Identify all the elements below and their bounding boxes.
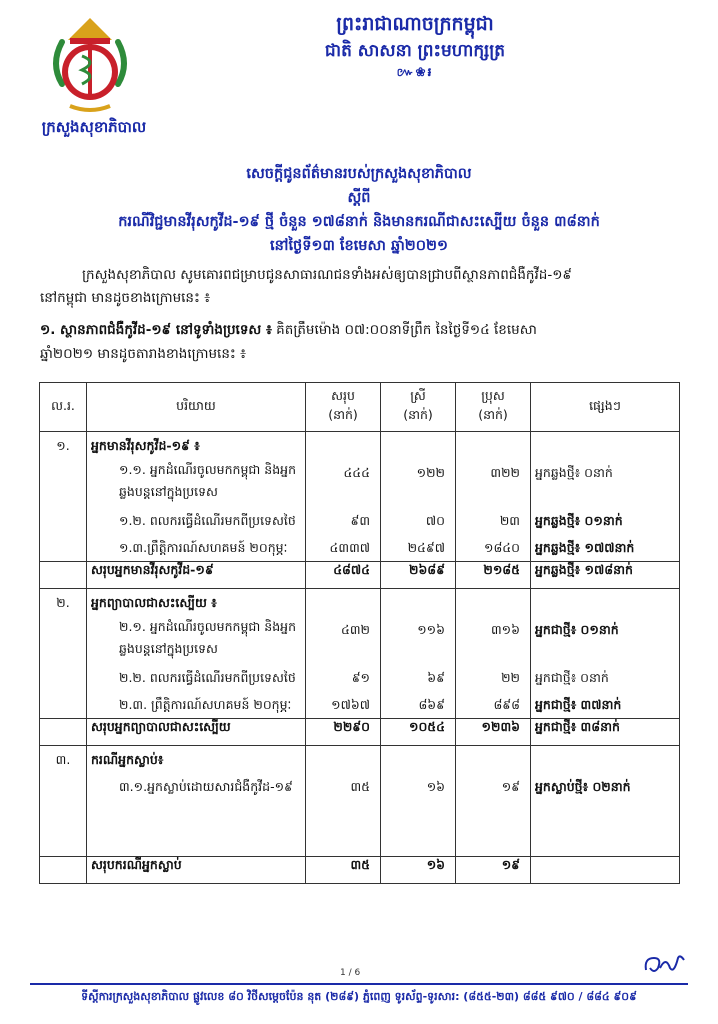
footer-address: ទីស្តីការក្រសួងសុខាភិបាល ផ្លូវលេខ ៨០ វិថីសម្តេចប៉ែន នុត (២៨៩) ភ្នំពេញ ទូរស័ព្ទ-ទូរសារ: (៨៥៥-២៣) ៨៨៥ ៩៧០ / ៨៨៤ ៩០៩ xyxy=(81,990,637,1003)
section-title: អ្នកមានវីរុសកូវីដ-១៩ ៖ xyxy=(91,438,200,453)
intro-paragraph xyxy=(40,264,688,310)
row-female: ៦៩ xyxy=(427,670,445,685)
row-description: ១.២. ពលករធ្វើដំណើរមកពីប្រទេសថៃ xyxy=(119,513,296,528)
header-description: បរិយាយ xyxy=(87,383,306,432)
male-column xyxy=(456,432,531,562)
row-total: ៤៤៤ xyxy=(343,465,370,480)
row-description: ២.១. អ្នកដំណើរចូលមកកម្ពុជា និងអ្នកឆ្លងបន្តនៅក្នុងប្រទេស xyxy=(119,619,297,656)
header-male-unit: (នាក់) xyxy=(478,407,508,422)
sum-male: ១២៣៦ xyxy=(456,719,531,746)
section-title: អ្នកព្យាបាលជាសះស្បើយ ៖ xyxy=(91,595,217,610)
section-1-paragraph xyxy=(40,318,688,366)
female-column xyxy=(381,432,456,562)
header-male-label: ប្រុស xyxy=(481,388,505,403)
sum-female: ១០៥៤ xyxy=(381,719,456,746)
sum-male: ១៩ xyxy=(456,857,531,884)
sum-label: សរុបអ្នកមានវីរុសកូវីដ-១៩ xyxy=(87,562,306,589)
table-sum-row xyxy=(40,562,680,589)
row-female: ៨៦៩ xyxy=(418,697,445,712)
row-male: ២២ xyxy=(501,670,520,685)
table-header-row xyxy=(40,383,680,432)
section-number: ២. xyxy=(40,589,87,719)
section-number: ៣. xyxy=(40,746,87,857)
row-female: ១៦ xyxy=(426,779,445,794)
other-column xyxy=(531,746,680,857)
male-column xyxy=(456,746,531,857)
header-female-label: ស្រី xyxy=(410,388,426,403)
header-no: ល.រ. xyxy=(40,383,87,432)
kingdom-header xyxy=(220,10,610,80)
row-total: ៤៣២ xyxy=(341,622,370,637)
row-other: អ្នកស្លាប់ថ្មី៖ ០២នាក់ xyxy=(535,779,631,794)
row-total: ១៧៦៧ xyxy=(331,697,370,712)
sum-other: អ្នកជាថ្មី៖ ៣៨នាក់ xyxy=(531,719,680,746)
row-description: ១.១. អ្នកដំណើរចូលមកកម្ពុជា និងអ្នកឆ្លងបន្តនៅក្នុងប្រទេស xyxy=(119,462,297,499)
other-column xyxy=(531,432,680,562)
header-total xyxy=(306,383,381,432)
header-female-unit: (នាក់) xyxy=(403,407,433,422)
table-section-row xyxy=(40,589,680,719)
section-1-heading: ១. ស្ថានភាពជំងឺកូវីដ-១៩ នៅទូទាំងប្រទេស ៖ xyxy=(40,322,272,338)
row-total: ៩១ xyxy=(351,670,370,685)
sum-total: ២២៩០ xyxy=(306,719,381,746)
row-other: អ្នកជាថ្មី៖ ៣៧នាក់ xyxy=(535,697,622,712)
sum-other xyxy=(531,857,680,884)
row-female: ១២២ xyxy=(416,465,445,480)
row-total: ៩៣ xyxy=(350,513,370,528)
row-female: ១១៦ xyxy=(417,622,445,637)
row-male: ១៨៤០ xyxy=(483,540,520,555)
row-description: ១.៣.ព្រឹត្តិការណ៍សហគមន៍ ២០កុម្ភៈ xyxy=(119,540,288,555)
female-column xyxy=(381,589,456,719)
row-female: ៧០ xyxy=(425,513,445,528)
row-female: ២៤៩៧ xyxy=(407,540,445,555)
row-other: អ្នកជាថ្មី៖ ០១នាក់ xyxy=(535,622,619,637)
header-other: ផ្សេងៗ xyxy=(531,383,680,432)
total-column xyxy=(306,432,381,562)
row-male: ៣២២ xyxy=(490,465,520,480)
row-total: ៣៥ xyxy=(350,779,370,794)
table-sum-row xyxy=(40,857,680,884)
row-male: ២៣ xyxy=(499,513,520,528)
table-sum-row xyxy=(40,719,680,746)
header-total-unit: (នាក់) xyxy=(328,407,358,422)
row-description: ២.២. ពលករធ្វើដំណើរមកពីប្រទេសថៃ xyxy=(119,670,296,685)
row-other: អ្នកជាថ្មី៖ ០នាក់ xyxy=(535,670,609,685)
section-1-text: គិតត្រឹមម៉ោង ០៧:០០នាទីព្រឹក នៃថ្ងៃទី១៤ ខែមេសា xyxy=(271,322,537,338)
ministry-name: ក្រសួងសុខាភិបាល xyxy=(41,118,147,136)
kingdom-line-2: ជាតិ សាសនា ព្រះមហាក្សត្រ xyxy=(324,41,506,61)
sum-female: ១៦ xyxy=(381,857,456,884)
section-description xyxy=(87,746,306,857)
table-section-row xyxy=(40,746,680,857)
header-total-label: សរុប xyxy=(331,388,355,403)
female-column xyxy=(381,746,456,857)
row-other: អ្នកឆ្លងថ្មី៖ ០១នាក់ xyxy=(535,513,623,528)
total-column xyxy=(306,746,381,857)
section-title: ករណីអ្នកស្លាប់៖ xyxy=(91,752,164,767)
title-line-2: ស្តីពី xyxy=(347,190,371,206)
footer-divider xyxy=(30,983,688,985)
covid-statistics-table xyxy=(39,382,680,884)
ornament: ៚❀៛ xyxy=(396,65,434,79)
header-male xyxy=(456,383,531,432)
kingdom-line-1: ព្រះរាជាណាចក្រកម្ពុជា xyxy=(336,13,494,35)
sum-label: សរុបករណីអ្នកស្លាប់ xyxy=(87,857,306,884)
section-1-line-2: ឆ្នាំ២០២១ មានដូចតារាងខាងក្រោមនេះ ៖ xyxy=(40,346,247,362)
row-other: អ្នកឆ្លងថ្មី៖ ១៧៧នាក់ xyxy=(535,540,635,555)
signature-initials xyxy=(640,950,690,978)
header-female xyxy=(381,383,456,432)
intro-line-2: នៅកម្ពុជា មានដូចខាងក្រោមនេះ ៖ xyxy=(40,290,211,306)
sum-label: សរុបអ្នកព្យាបាលជាសះស្បើយ xyxy=(87,719,306,746)
row-male: ៨៩៨ xyxy=(493,697,520,712)
section-description xyxy=(87,589,306,719)
table-section-row xyxy=(40,432,680,562)
intro-line-1: ក្រសួងសុខាភិបាល សូមគោរពជម្រាបជូនសាធារណជនទាំងអស់ឲ្យបានជ្រាបពីស្ថានភាពជំងឺកូវីដ-១៩ xyxy=(82,267,572,283)
title-line-1: សេចក្តីជូនព័ត៌មានរបស់ក្រសួងសុខាភិបាល xyxy=(246,166,472,182)
title-line-3: ករណីវិជ្ជមានវីរុសកូវីដ-១៩ ថ្មី ចំនួន ១៧៨នាក់ និងមានករណីជាសះស្បើយ ចំនួន ៣៨នាក់ xyxy=(118,214,600,230)
sum-male: ២១៨៥ xyxy=(456,562,531,589)
title-line-4: នៅថ្ងៃទី១៣ ខែមេសា ឆ្នាំ២០២១ xyxy=(270,238,448,254)
row-description: ២.៣. ព្រឹត្តិការណ៍សហគមន៍ ២០កុម្ភៈ xyxy=(119,697,292,712)
row-other: អ្នកឆ្លងថ្មី៖ ០នាក់ xyxy=(535,465,613,480)
section-description xyxy=(87,432,306,562)
row-total: ៤៣៣៧ xyxy=(329,540,370,555)
sum-female: ២៦៨៩ xyxy=(381,562,456,589)
ministry-logo-emblem xyxy=(40,14,140,119)
other-column xyxy=(531,589,680,719)
sum-total: ៣៥ xyxy=(306,857,381,884)
document-title-block xyxy=(20,162,698,258)
section-number: ១. xyxy=(40,432,87,562)
page-number: 1 / 6 xyxy=(340,968,361,978)
sum-other: អ្នកឆ្លងថ្មី៖ ១៧៨នាក់ xyxy=(531,562,680,589)
male-column xyxy=(456,589,531,719)
row-male: ១៩ xyxy=(501,779,520,794)
total-column xyxy=(306,589,381,719)
row-male: ៣១៦ xyxy=(491,622,520,637)
row-description: ៣.១.អ្នកស្លាប់ដោយសារជំងឺកូវីដ-១៩ xyxy=(119,779,293,794)
sum-total: ៤៨៧៤ xyxy=(306,562,381,589)
